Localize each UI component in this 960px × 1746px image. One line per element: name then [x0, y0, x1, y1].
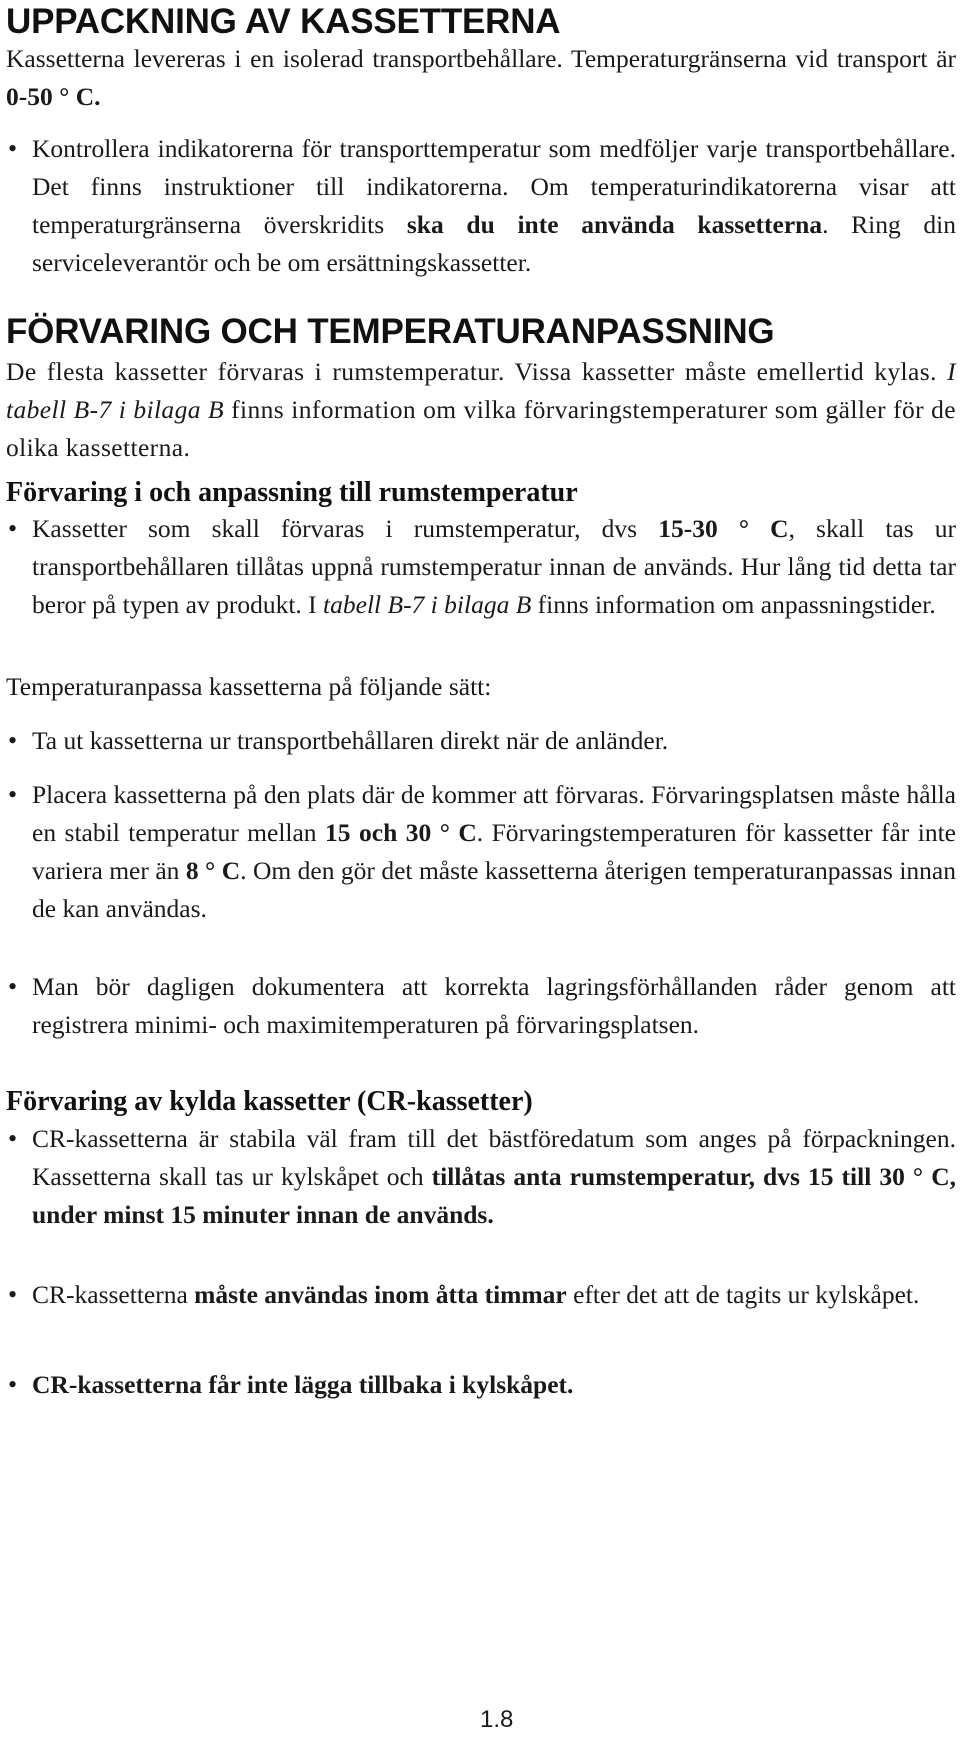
- temperature-range-value: 0-50 ° C.: [6, 82, 101, 111]
- paragraph-transport-intro: Kassetterna levereras i en isolerad transportbehållare. Temperaturgränserna vid transport är 0-50 ° C.: [6, 44, 956, 111]
- bullet-dot-icon: •: [8, 1124, 18, 1153]
- bullet-dot-icon: •: [8, 1280, 18, 1309]
- bullet-dot-icon: •: [8, 1370, 18, 1399]
- document-page: UPPACKNING AV KASSETTERNA Kassetterna levereras i en isolerad transportbehållare. Temperaturgränserna vid transport är 0-50 ° C. • Kontrollera indikatorerna för transporttemperatur som medföljer varje transportbehållare. Det finns instruktioner till indikatorerna. Om temperaturindikatorerna visar att temperaturgränserna överskridits ska du inte använda kassetterna. Ring din serviceleverantör och be om ersättningskassetter. FÖRVARING OCH TEMPERATURANPASSNING De flesta kassetter förvaras i rumstemperatur. Vissa kassetter måste emellertid kylas. I tabell B-7 i bilaga B finns information om vilka förvaringstemperaturer som gäller för de olika kassetterna. Förvaring i och anpassning till rumstemperatur • Kassetter som skall förvaras i rumstemperatur, dvs 15-30 ° C, skall tas ur transportbehållaren tillåtas uppnå rumstemperatur innan de används. Hur lång tid detta tar beror på typen av produkt. I tabell B-7 i bilaga B finns information om anpassningstider. Temperaturanpassa kassetterna på följande sätt: • Ta ut kassetterna ur transportbehållaren direkt när de anländer. • Placera kassetterna på den plats där de kommer att förvaras. Förvaringsplatsen måste hålla en stabil temperatur mellan 15 och 30 ° C. Förvaringstemperaturen för kassetter får inte variera mer än 8 ° C. Om den gör det måste kassetterna återigen temperaturanpassas innan de kan användas. • Man bör dagligen dokumentera att korrekta lagringsförhållanden råder genom att registrera minimi- och maximitemperaturen på förvaringsplatsen. Förvaring av kylda kassetter (CR-kassetter) • CR-kassetterna är stabila väl fram till det bästföredatum som anges på förpackningen. Kassetterna skall tas ur kylskåpet och tillåtas anta rumstemperatur, dvs 15 till 30 ° C, under minst 15 minuter innan de används. • CR-kassetterna måste användas inom åtta timmar efter det att de tagits ur kylskåpet. • CR-kassetterna får inte lägga tillbaka i kylskåpet.: [6, 0, 956, 1746]
- paragraph-forvaring-intro: De flesta kassetter förvaras i rumstemperatur. Vissa kassetter måste emellertid kylas. I tabell B-7 i bilaga B finns information om vilka förvaringstemperaturer som gäller för de olika kassetterna.: [6, 357, 956, 462]
- bullet-dot-icon: •: [8, 780, 18, 809]
- bullet-dot-icon: •: [8, 514, 18, 543]
- heading-uppackning: UPPACKNING AV KASSETTERNA: [6, 2, 561, 41]
- heading-rumstemperatur: Förvaring i och anpassning till rumstemperatur: [6, 477, 578, 508]
- bullet-dot-icon: •: [8, 134, 18, 163]
- page-number: 1.8: [480, 1706, 514, 1733]
- bullet-dot-icon: •: [8, 972, 18, 1001]
- heading-kylda-kassetter: Förvaring av kylda kassetter (CR-kassetter): [6, 1086, 533, 1117]
- bullet-dot-icon: •: [8, 726, 18, 755]
- heading-forvaring-temperaturanpassning: FÖRVARING OCH TEMPERATURANPASSNING: [6, 312, 775, 351]
- paragraph-instruction: Temperaturanpassa kassetterna på följande sätt:: [6, 672, 492, 701]
